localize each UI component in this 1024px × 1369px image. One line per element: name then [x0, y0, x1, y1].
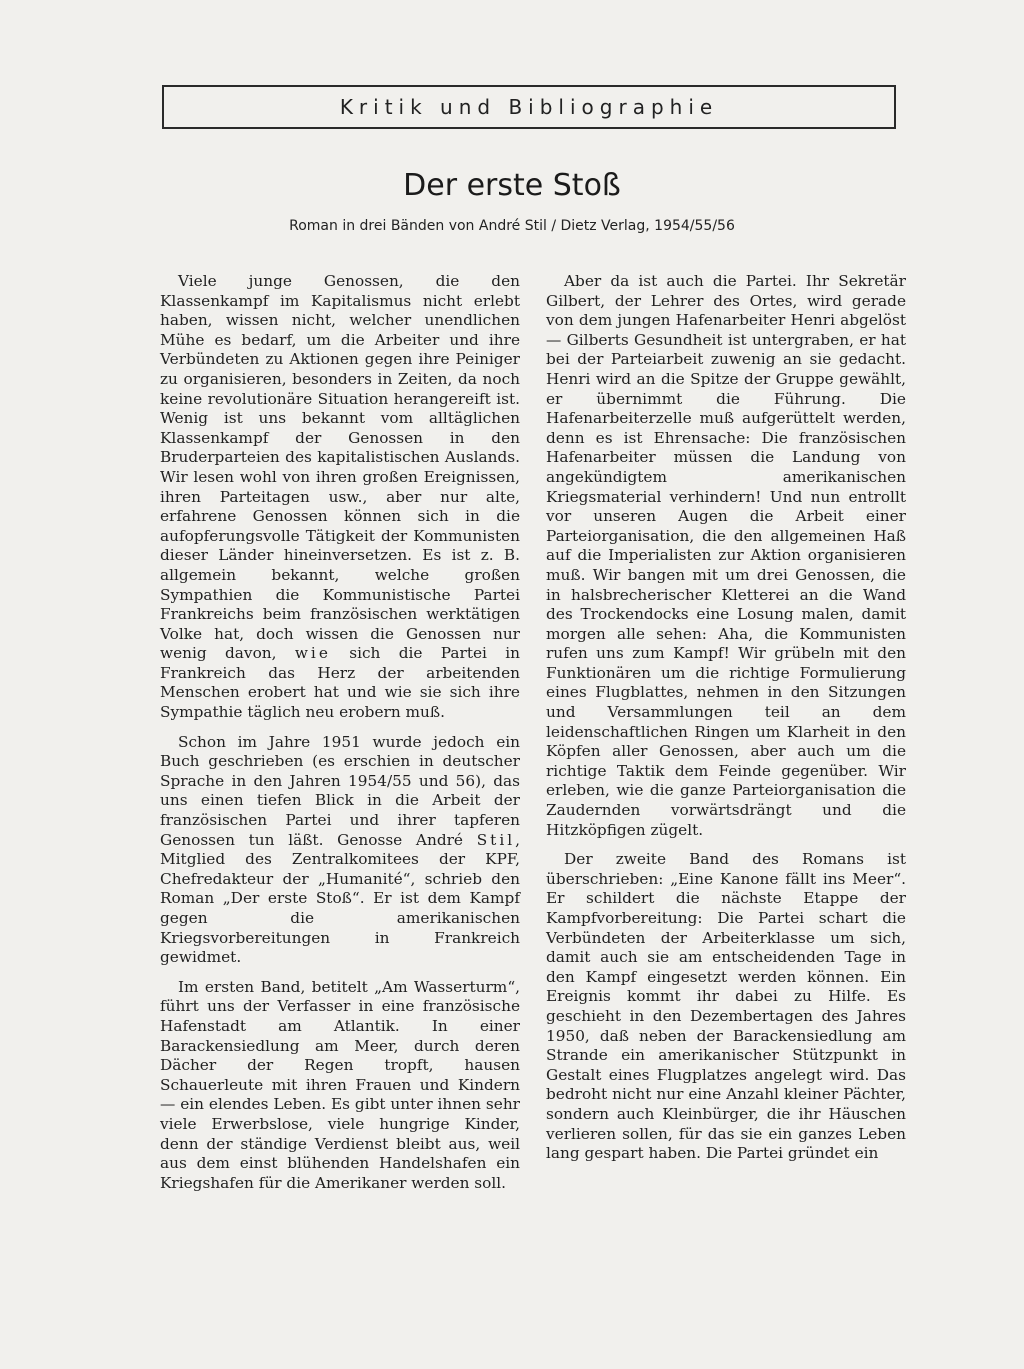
paragraph-text: Schon im Jahre 1951 wurde jedoch ein Buch geschrieben (es erschien in deutscher Sprache in den Jahren 1954/55 und 56), das uns einen tiefen Blick in die Arbeit der französischen Partei und ihrer tapferen Genossen tun läßt. Genosse André: [160, 732, 520, 849]
paragraph: [546, 272, 906, 840]
paragraph: [160, 272, 520, 723]
paragraph: [160, 733, 520, 968]
emphasis-text: wie: [294, 644, 331, 663]
paragraph-text: Viele junge Genossen, die den Klassenkampf im Kapitalismus nicht erlebt haben, wissen nicht, welcher unendlichen Mühe es bedarf, um die Arbeiter und ihre Verbündeten zu Aktionen gegen ihre Peiniger zu organisieren, besonders in Zeiten, da noch keine revolutionäre Situation herangereift ist. Wenig ist uns bekannt vom alltäglichen Klassenkampf der Genossen in den Bruderparteien des kapitalistischen Auslands. Wir lesen wohl von ihren großen Ereignissen, ihren Parteitagen usw., aber nur alte, erfahrene Genossen können sich in die aufopferungsvolle Tätigkeit der Kommunisten dieser Länder hineinversetzen. Es ist z. B. allgemein bekannt, welche großen Sympathien die Kommunistische Partei Frankreichs beim französischen werktätigen Volke hat, doch wissen die Genossen nur wenig davon,: [160, 272, 520, 663]
right-column: [546, 272, 906, 1174]
author-name-emphasis: Stil: [476, 830, 516, 849]
article-title: Der erste Stoß: [403, 168, 621, 203]
paragraph-text: , Mitglied des Zentralkomitees der KPF, Chefredakteur der „Humanité“, schrieb den Roman „Der erste Stoß“. Er ist dem Kampf gegen die amerikanischen Kriegsvorbereitungen in Frankreich gewidmet.: [160, 830, 520, 967]
article-subtitle: Roman in drei Bänden von André Stil / Dietz Verlag, 1954/55/56: [289, 218, 735, 234]
section-header-text: Kritik und Bibliographie: [339, 95, 719, 119]
paragraph-text: Aber da ist auch die Partei. Ihr Sekretär Gilbert, der Lehrer des Ortes, wird gerade von dem jungen Hafenarbeiter Henri abgelöst — Gilberts Gesundheit ist untergraben, er hat bei der Parteiarbeit zuwenig an sie gedacht. Henri wird an die Spitze der Gruppe gewählt, er übernimmt die Führung. Die Hafenarbeiterzelle muß aufgerüttelt werden, denn es ist Ehrensache: Die französischen Hafenarbeiter müssen die Landung von angekündigtem amerikanischen Kriegsmaterial verhindern! Und nun entrollt vor unseren Augen die Arbeit einer Parteiorganisation, die den allgemeinen Haß auf die Imperialisten zur Aktion organisieren muß. Wir bangen mit um drei Genossen, die in halsbrecherischer Kletterei an die Wand des Trockendocks eine Losung malen, damit morgen alle sehen: Aha, die Kommunisten rufen uns zum Kampf! Wir grübeln mit den Funktionären um die richtige Formulierung eines Flugblattes, nehmen in den Sitzungen und Versammlungen teil an dem leidenschaftlichen Ringen um Klarheit in den Köpfen aller Genossen, aber auch um die richtige Taktik dem Feinde gegenüber. Wir erleben, wie die ganze Parteiorganisation die Zaudernden vorwärtsdrängt und die Hitzköpfigen zügelt.: [546, 272, 906, 839]
paragraph-text: Im ersten Band, betitelt „Am Wasserturm“, führt uns der Verfasser in eine französische Hafenstadt am Atlantik. In einer Barackensiedlung am Meer, durch deren Dächer der Regen tropft, hausen Schauerleute mit ihren Frauen und Kindern — ein elendes Leben. Es gibt unter ihnen sehr viele Erwerbslose, viele hungrige Kinder, denn der ständige Verdienst bleibt aus, weil aus dem einst blühenden Handelshafen ein Kriegshafen für die Amerikaner werden soll.: [160, 977, 520, 1192]
left-column: [160, 272, 520, 1203]
section-header-box: [162, 85, 896, 129]
paragraph-text: Der zweite Band des Romans ist überschrieben: „Eine Kanone fällt ins Meer“. Er schildert die nächste Etappe der Kampfvorbereitung: Die Partei schart die Verbündeten der Arbeiterklasse um sich, damit auch sie am entscheidenden Tage in den Kampf eingesetzt werden können. Ein Ereignis kommt ihr dabei zu Hilfe. Es geschieht in den Dezembertagen des Jahres 1950, daß neben der Barackensiedlung am Strande ein amerikanischer Stützpunkt in Gestalt eines Flugplatzes angelegt wird. Das bedroht nicht nur eine Anzahl kleiner Pächter, sondern auch Kleinbürger, die ihr Häuschen verlieren sollen, für das sie ein ganzes Leben lang gespart haben. Die Partei gründet ein: [546, 850, 906, 1163]
paragraph: [546, 850, 906, 1164]
paragraph-text: sich die Partei in Frankreich das Herz der arbeitenden Menschen erobert hat und wie sie sich ihre Sympathie täglich neu erobern muß.: [160, 644, 520, 722]
paragraph: [160, 978, 520, 1194]
